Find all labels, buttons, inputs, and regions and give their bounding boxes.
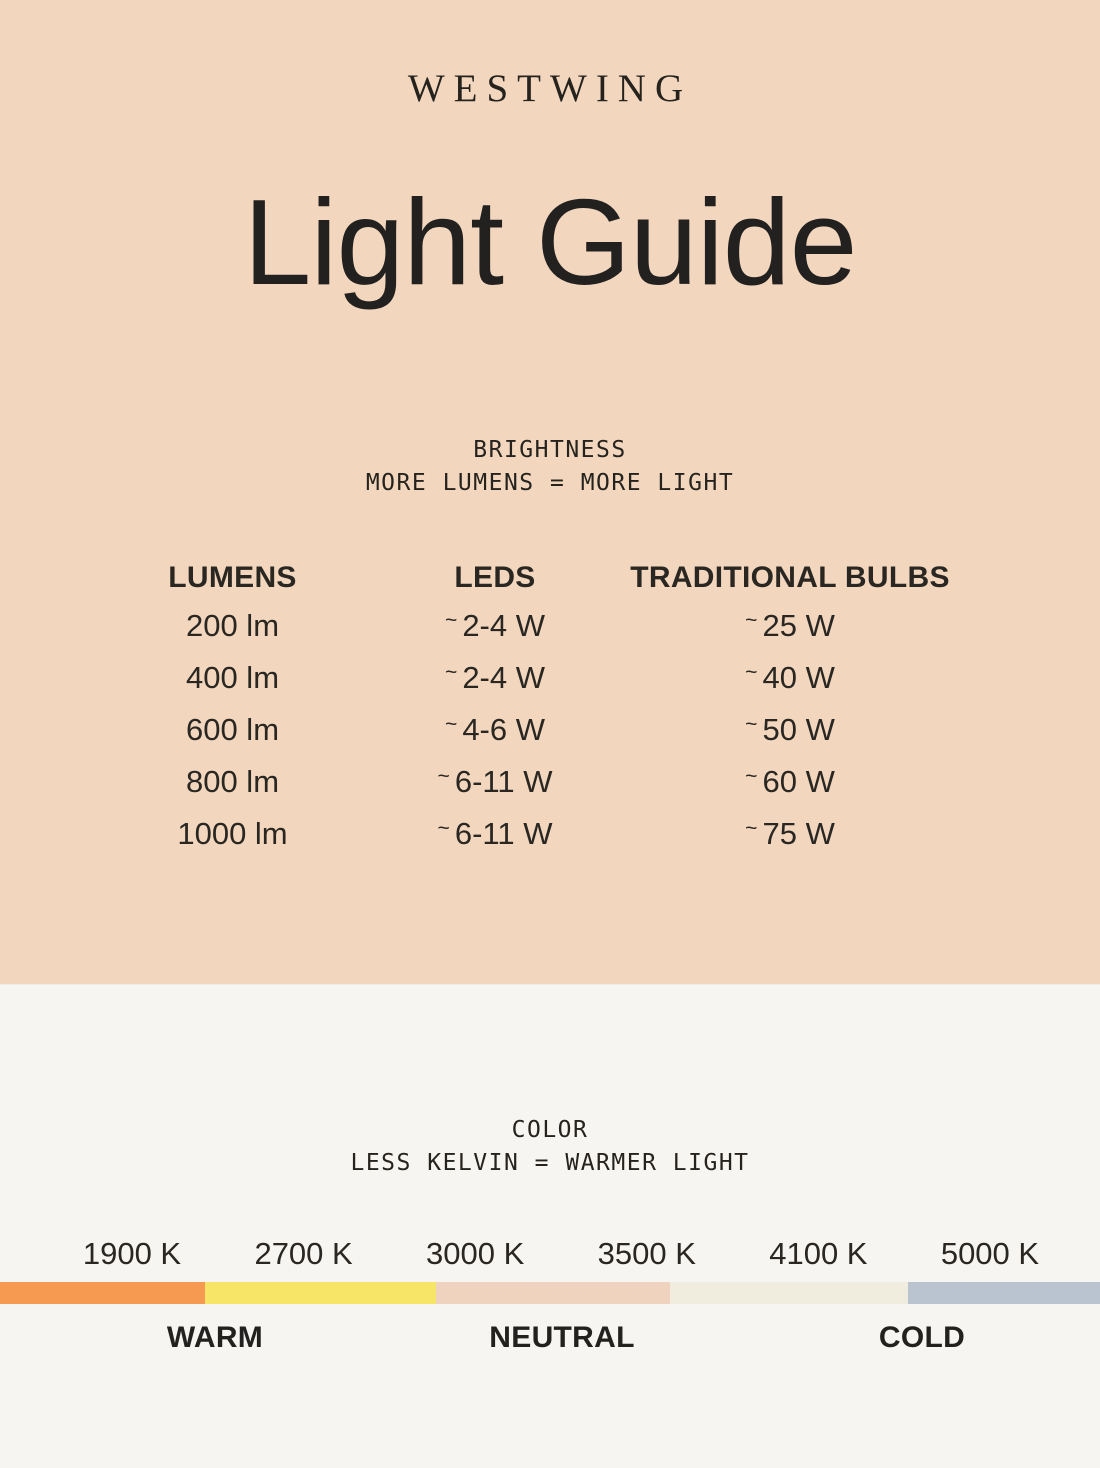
kelvin-label-4100: 4100 K xyxy=(769,1236,868,1271)
table-row xyxy=(60,704,995,756)
bulbs-value: ~ 40 W xyxy=(745,660,835,695)
color-section xyxy=(0,984,1100,1468)
table-header-row xyxy=(60,556,995,600)
temperature-label-warm: WARM xyxy=(166,1321,264,1354)
approx-tilde: ~ xyxy=(445,661,458,685)
approx-tilde: ~ xyxy=(745,713,758,737)
table-row xyxy=(60,600,995,652)
bulbs-value: ~ 75 W xyxy=(745,816,835,851)
approx-tilde: ~ xyxy=(745,609,758,633)
color-temperature-bar xyxy=(0,1282,1100,1304)
leds-value: ~ 2-4 W xyxy=(445,608,545,643)
column-header-traditional-bulbs: TRADITIONAL BULBS xyxy=(630,561,950,594)
bulbs-value: ~ 50 W xyxy=(745,712,835,747)
brand-logo: WESTWING xyxy=(407,67,693,110)
approx-tilde: ~ xyxy=(437,765,450,789)
bar-segment-warm-yellow xyxy=(205,1282,436,1304)
bar-segment-cold-blue xyxy=(908,1282,1100,1304)
approx-tilde: ~ xyxy=(445,609,458,633)
kelvin-label-3000: 3000 K xyxy=(426,1236,525,1271)
color-subheading: LESS KELVIN = WARMER LIGHT xyxy=(350,1150,750,1176)
bar-segment-neutral-cream xyxy=(670,1282,908,1304)
kelvin-scale-labels xyxy=(82,1236,1040,1272)
color-heading: COLOR xyxy=(511,1117,589,1143)
bar-segment-neutral-peach xyxy=(436,1282,670,1304)
bulbs-value: ~ 25 W xyxy=(745,608,835,643)
table-row xyxy=(60,652,995,704)
kelvin-label-2700: 2700 K xyxy=(254,1236,353,1271)
leds-value: ~ 6-11 W xyxy=(437,816,553,851)
page-title: Light Guide xyxy=(243,174,857,310)
approx-tilde: ~ xyxy=(745,661,758,685)
lumens-value: 400 lm xyxy=(185,660,280,695)
table-row xyxy=(60,756,995,808)
kelvin-label-3500: 3500 K xyxy=(597,1236,696,1271)
column-header-lumens: LUMENS xyxy=(168,561,297,594)
approx-tilde: ~ xyxy=(437,817,450,841)
brightness-subheading: MORE LUMENS = MORE LIGHT xyxy=(365,470,735,496)
temperature-label-cold: COLD xyxy=(878,1321,966,1354)
table-body xyxy=(60,600,995,860)
bulbs-value: ~ 60 W xyxy=(745,764,835,799)
approx-tilde: ~ xyxy=(445,713,458,737)
lumens-value: 600 lm xyxy=(185,712,280,747)
leds-value: ~ 4-6 W xyxy=(445,712,545,747)
approx-tilde: ~ xyxy=(745,817,758,841)
brightness-heading-block xyxy=(0,434,1100,500)
leds-value: ~ 6-11 W xyxy=(437,764,553,799)
temperature-labels-row xyxy=(0,1318,1100,1358)
temperature-label-neutral: NEUTRAL xyxy=(489,1321,635,1354)
table-row xyxy=(60,808,995,860)
brightness-heading: BRIGHTNESS xyxy=(473,437,627,463)
column-header-leds: LEDS xyxy=(454,561,536,594)
brightness-table xyxy=(60,556,995,860)
lumens-value: 1000 lm xyxy=(177,816,288,851)
lumens-value: 200 lm xyxy=(185,608,280,643)
kelvin-label-1900: 1900 K xyxy=(82,1236,182,1271)
kelvin-label-5000: 5000 K xyxy=(940,1236,1040,1271)
color-heading-block xyxy=(0,1114,1100,1180)
lumens-value: 800 lm xyxy=(185,764,280,799)
approx-tilde: ~ xyxy=(745,765,758,789)
bar-segment-warm-orange xyxy=(0,1282,205,1304)
leds-value: ~ 2-4 W xyxy=(445,660,545,695)
